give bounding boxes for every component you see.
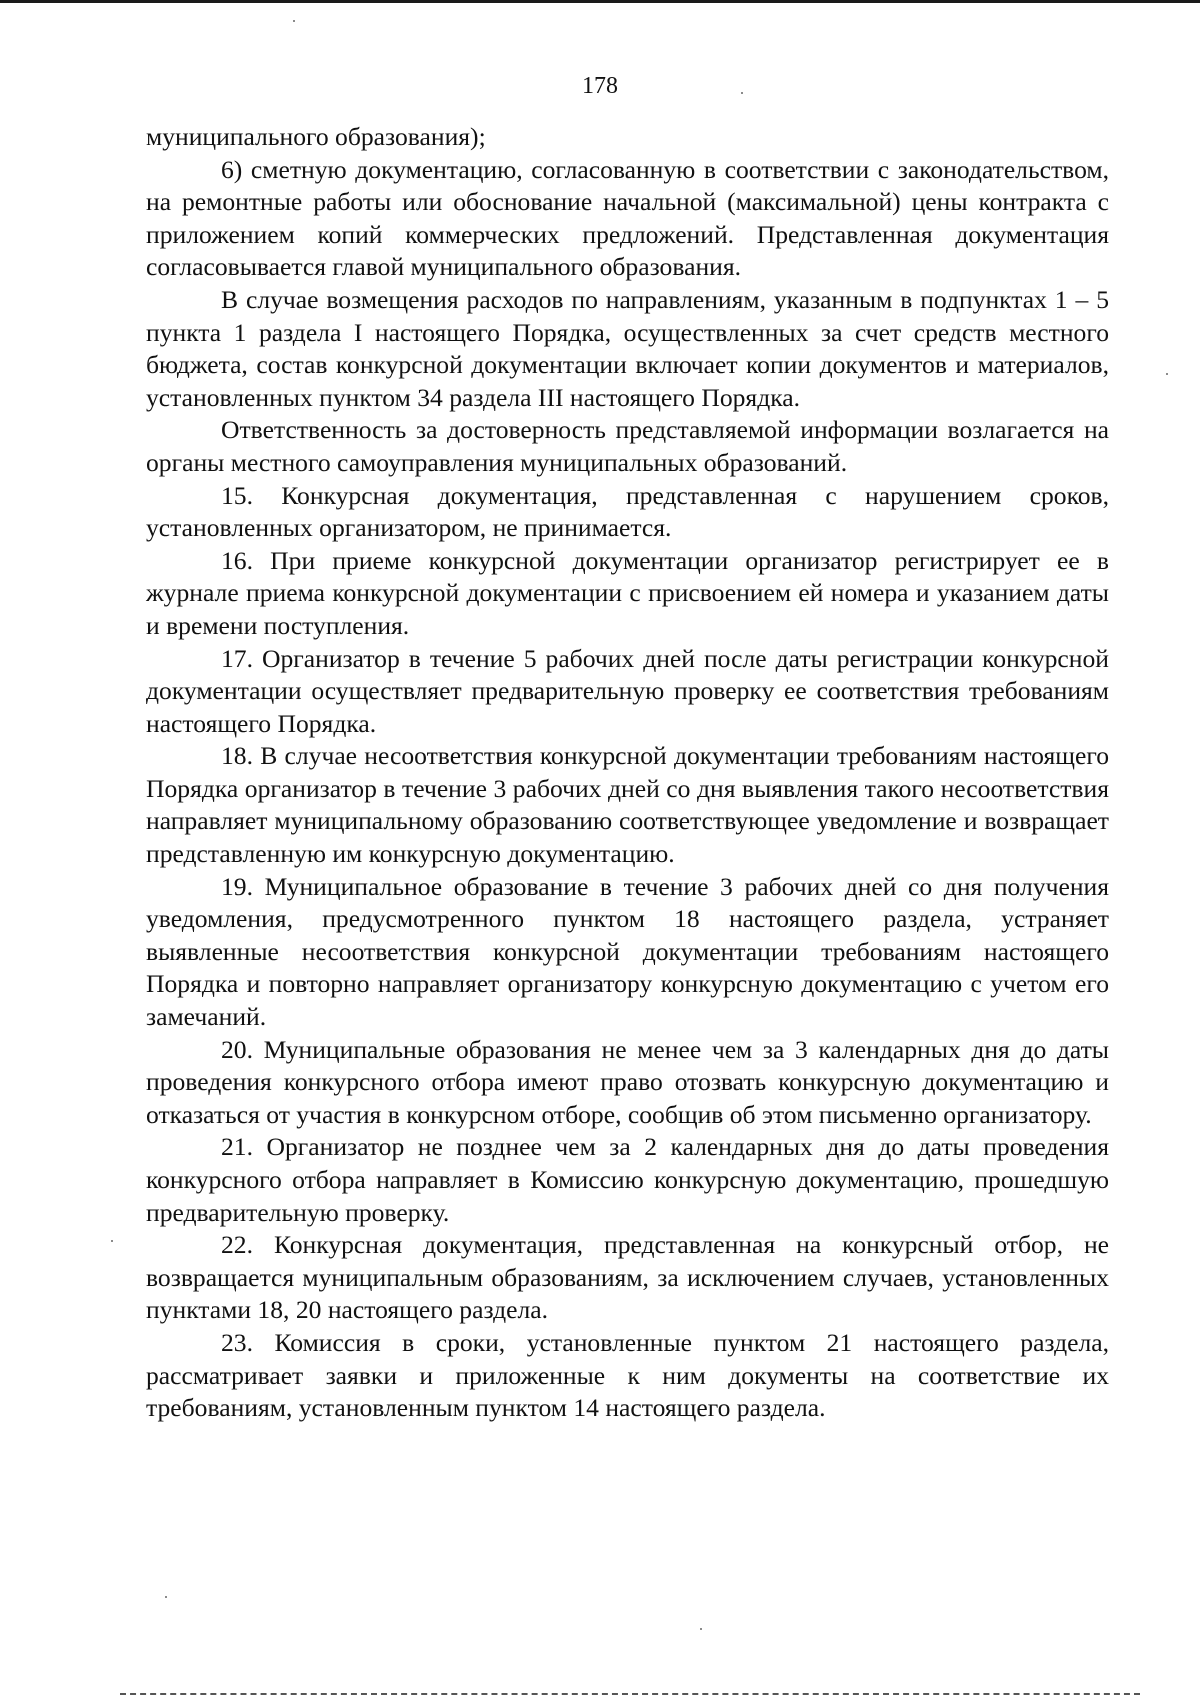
paragraph-19: 19. Муниципальное образование в течение 3 рабочих дней со дня получения уведомления, предусмотренного пунктом 18 настоящего раздела, устраняет выявленные несоответствия конкурсной документации требованиям настоящего Порядка и повторно направляет организатору конкурсную документацию с учетом его замечаний. bbox=[146, 871, 1109, 1032]
document-body bbox=[146, 121, 1109, 1425]
scan-speck bbox=[111, 1240, 113, 1242]
paragraph-21: 21. Организатор не позднее чем за 2 календарных дня до даты проведения конкурсного отбора направляет в Комиссию конкурсную документацию, прошедшую предварительную проверку. bbox=[146, 1132, 1109, 1227]
scan-speck bbox=[741, 92, 743, 94]
paragraph-responsibility: Ответственность за достоверность представляемой информации возлагается на органы местного самоуправления муниципальных образований. bbox=[146, 415, 1109, 477]
top-edge-line bbox=[0, 0, 1200, 3]
bottom-edge-line bbox=[120, 1693, 1140, 1695]
paragraph-continuation: муниципального образования); bbox=[146, 122, 486, 151]
paragraph-23: 23. Комиссия в сроки, установленные пунктом 21 настоящего раздела, рассматривает заявки и приложенные к ним документы на соответствие их требованиям, установленным пунктом 14 настоящего раздела. bbox=[146, 1327, 1109, 1423]
scan-speck bbox=[293, 20, 295, 22]
paragraph-item-6: 6) сметную документацию, согласованную в соответствии с законодательством, на ремонтные работы или обоснование начальной (максимальной) цены контракта с приложением копий коммерческих предложений. Представленная документация согласовывается главой муниципального образования. bbox=[146, 154, 1109, 282]
paragraph-22: 22. Конкурсная документация, представленная на конкурсный отбор, не возвращается муниципальным образованиям, за исключением случаев, установленных пунктами 18, 20 настоящего раздела. bbox=[146, 1230, 1109, 1325]
paragraph-18: 18. В случае несоответствия конкурсной документации требованиям настоящего Порядка организатор в течение 3 рабочих дней со дня выявления такого несоответствия направляет муниципальному образованию соответствующее уведомление и возвращает представленную им конкурсную документацию. bbox=[146, 741, 1109, 869]
scan-speck bbox=[700, 1628, 702, 1630]
scan-speck bbox=[1166, 373, 1168, 375]
scan-speck bbox=[165, 1596, 167, 1598]
paragraph-15: 15. Конкурсная документация, представленная с нарушением сроков, установленных организатором, не принимается. bbox=[146, 480, 1109, 543]
paragraph-16: 16. При приеме конкурсной документации организатор регистрирует ее в журнале приема конкурсной документации с присвоением ей номера и указанием даты и времени поступления. bbox=[146, 545, 1109, 640]
paragraph-17: 17. Организатор в течение 5 рабочих дней после даты регистрации конкурсной документации осуществляет предварительную проверку ее соответствия требованиям настоящего Порядка. bbox=[146, 643, 1109, 738]
page-number: 178 bbox=[582, 73, 618, 99]
paragraph-20: 20. Муниципальные образования не менее чем за 3 календарных дня до даты проведения конкурсного отбора имеют право отозвать конкурсную документацию и отказаться от участия в конкурсном отборе, сообщив об этом письменно организатору. bbox=[146, 1034, 1109, 1129]
paragraph-reimbursement: В случае возмещения расходов по направлениям, указанным в подпунктах 1 – 5 пункта 1 раздела I настоящего Порядка, осуществленных за счет средств местного бюджета, состав конкурсной документации включает копии документов и материалов, установленных пунктом 34 раздела III настоящего Порядка. bbox=[146, 284, 1109, 412]
